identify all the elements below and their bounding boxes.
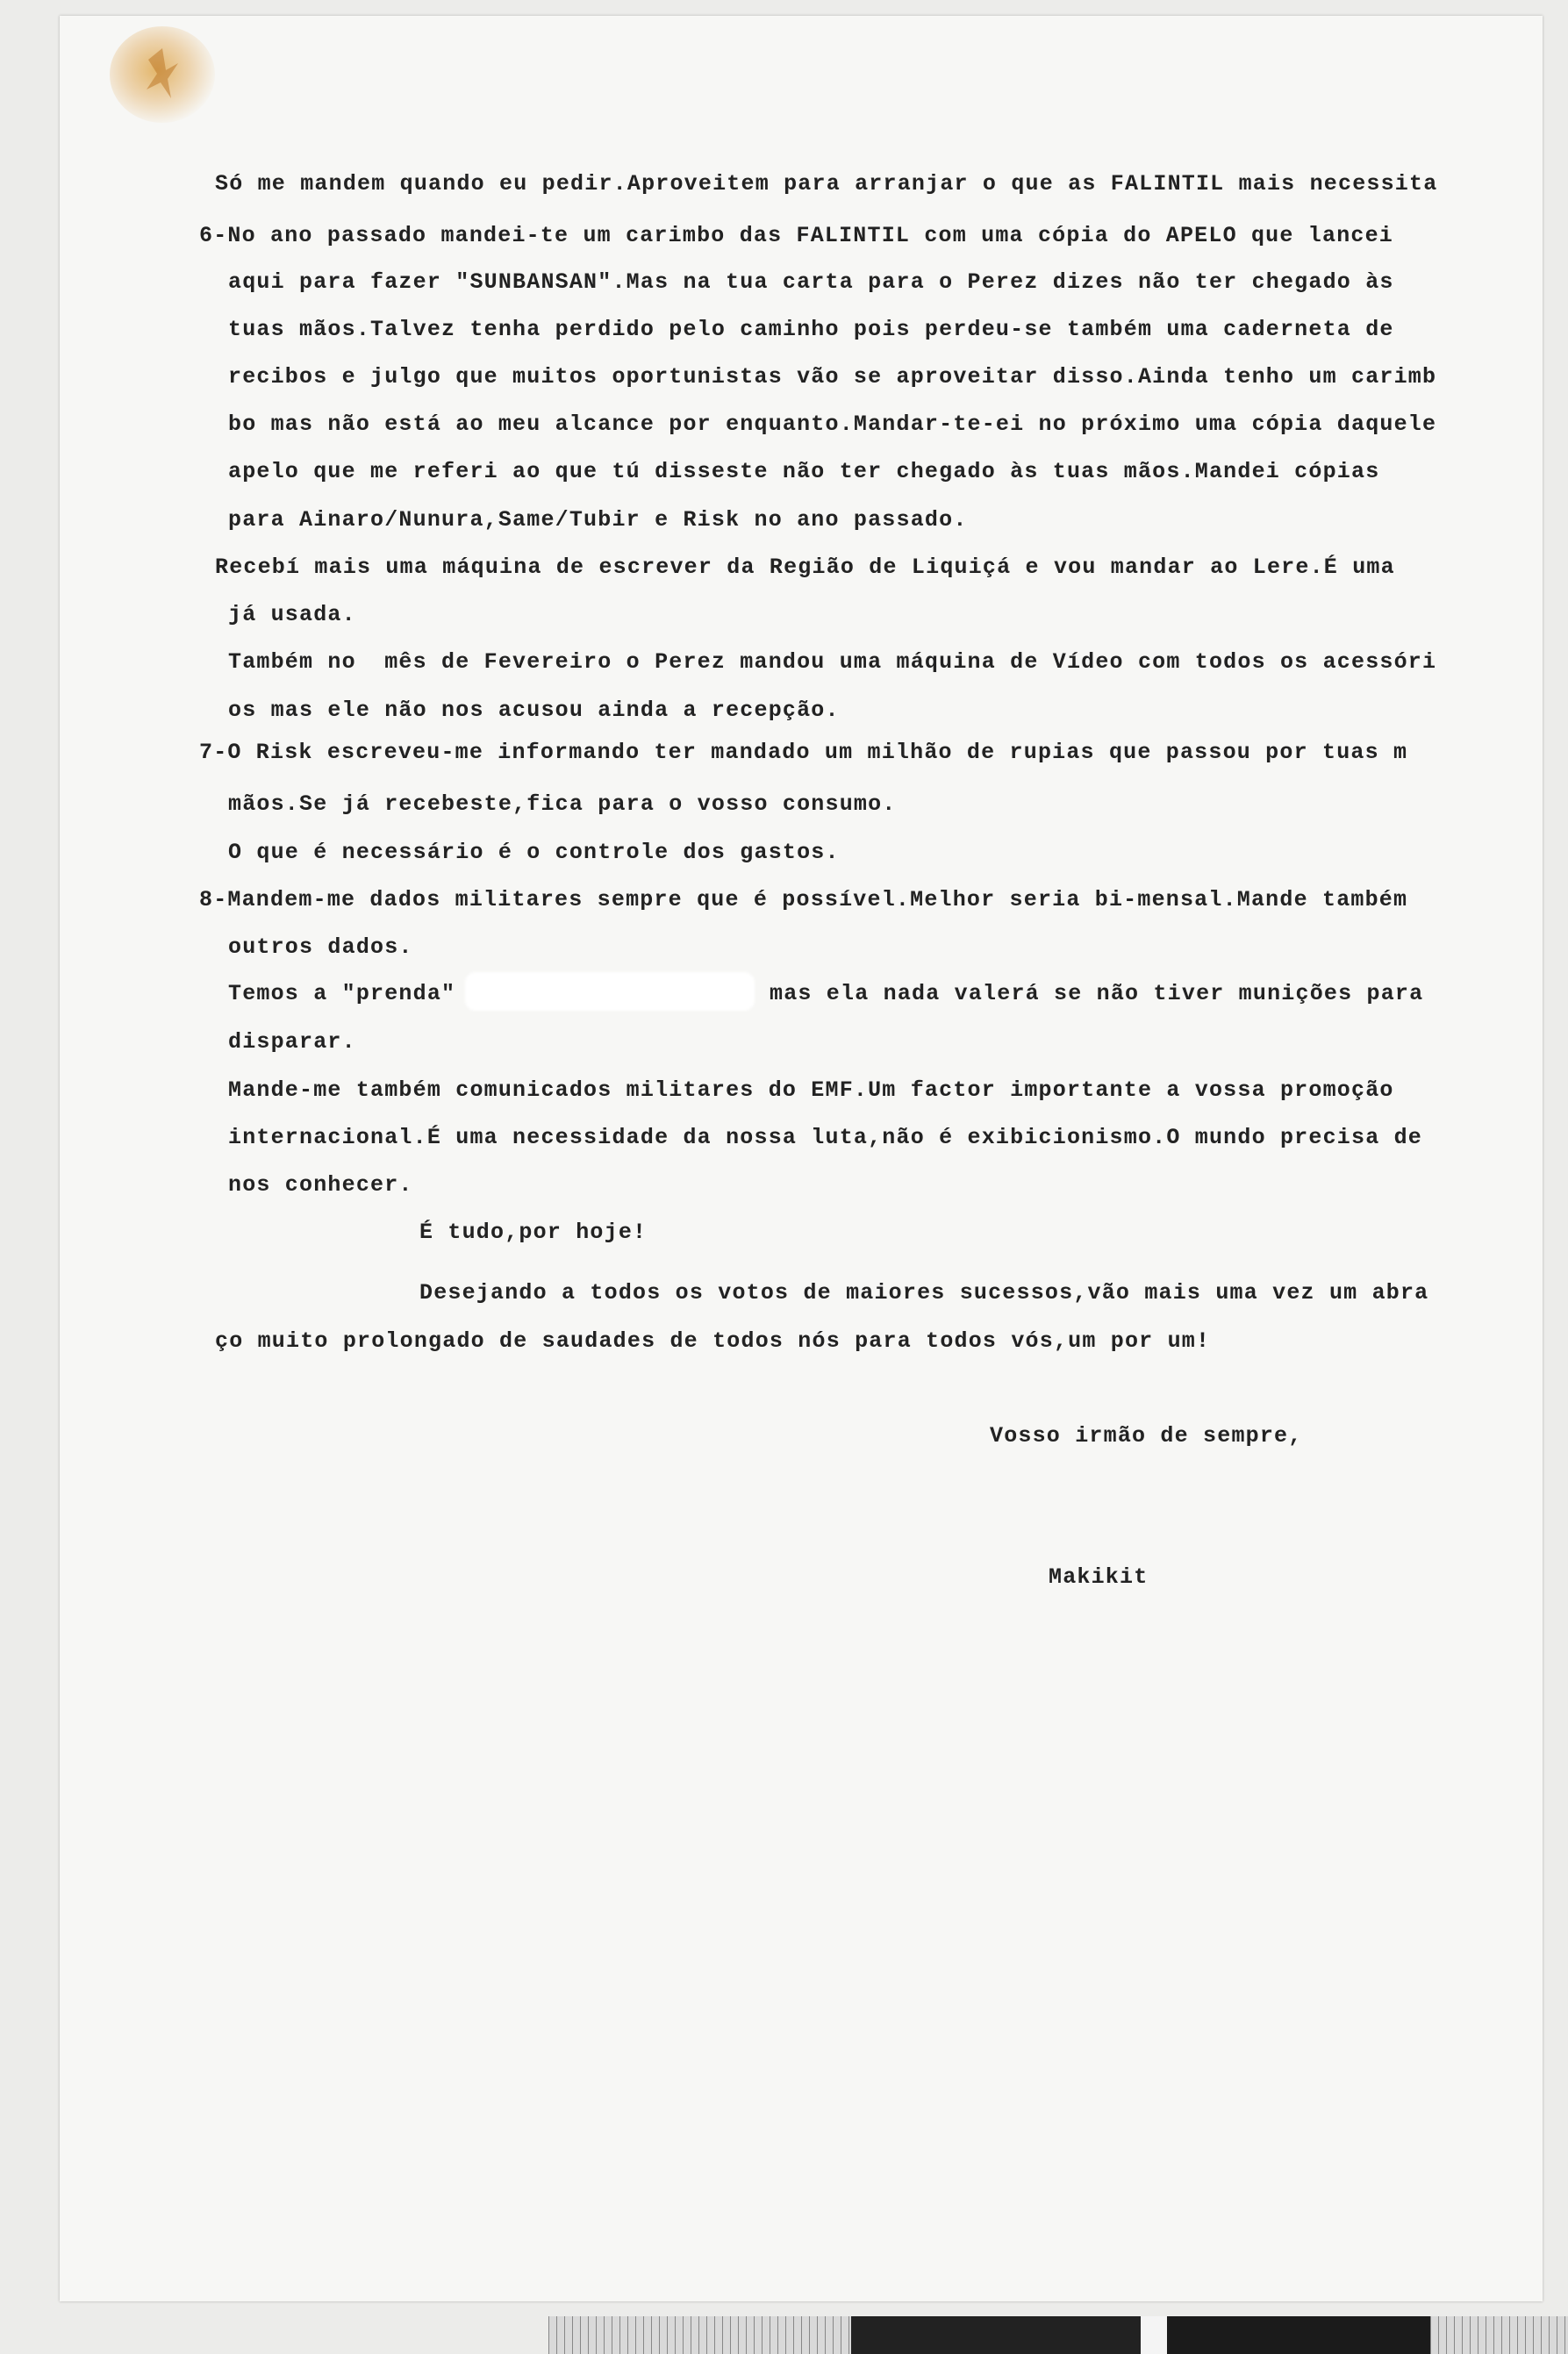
text-line: Desejando a todos os votos de maiores sucessos,vão mais uma vez um abra <box>419 1280 1429 1306</box>
text-line: Mande-me também comunicados militares do EMF.Um factor importante a vossa promoção <box>228 1077 1394 1103</box>
text-line: disparar. <box>228 1029 356 1055</box>
text-line: 7-O Risk escreveu-me informando ter mandado um milhão de rupias que passou por tuas m <box>199 740 1408 765</box>
ruler-black-block <box>851 2316 1141 2354</box>
text-line: O que é necessário é o controle dos gastos. <box>228 840 840 865</box>
text-line: para Ainaro/Nunura,Same/Tubir e Risk no ano passado. <box>228 507 968 533</box>
text-line: É tudo,por hoje! <box>419 1220 648 1245</box>
text-line: bo mas não está ao meu alcance por enquanto.Mandar-te-ei no próximo uma cópia daquele <box>228 411 1437 437</box>
text-line: aqui para fazer "SUNBANSAN".Mas na tua carta para o Perez dizes não ter chegado às <box>228 269 1394 295</box>
ruler-black-block <box>1167 2316 1430 2354</box>
text-line: ço muito prolongado de saudades de todos nós para todos vós,um por um! <box>215 1328 1211 1354</box>
ruler-ticks <box>548 2316 851 2354</box>
paper-sheet <box>60 16 1543 2301</box>
text-line: Recebí mais uma máquina de escrever da Região de Liquiçá e vou mandar ao Lere.É uma <box>215 555 1395 580</box>
ruler-white-block <box>1141 2316 1167 2354</box>
text-line: mãos.Se já recebeste,fica para o vosso consumo. <box>228 791 897 817</box>
ruler-ticks <box>1430 2316 1568 2354</box>
text-line: Vosso irmão de sempre, <box>990 1423 1303 1449</box>
text-line: Temos a "prenda" <box>228 981 456 1006</box>
text-line: já usada. <box>228 602 356 627</box>
rust-mark-icon <box>136 44 189 105</box>
text-line: tuas mãos.Talvez tenha perdido pelo caminho pois perdeu-se também uma caderneta de <box>228 317 1394 342</box>
text-line: outros dados. <box>228 934 413 960</box>
text-line: apelo que me referi ao que tú disseste não ter chegado às tuas mãos.Mandei cópias <box>228 459 1380 484</box>
text-line: nos conhecer. <box>228 1172 413 1198</box>
text-line: recibos e julgo que muitos oportunistas vão se aproveitar disso.Ainda tenho um carimb <box>228 364 1437 390</box>
text-line: mas ela nada valerá se não tiver munições para <box>770 981 1424 1006</box>
text-line: 8-Mandem-me dados militares sempre que é possível.Melhor seria bi-mensal.Mande também <box>199 887 1408 912</box>
text-line: Só me mandem quando eu pedir.Aproveitem para arranjar o que as FALINTIL mais necessita <box>215 171 1438 197</box>
text-line: internacional.É uma necessidade da nossa luta,não é exibicionismo.O mundo precisa de <box>228 1125 1423 1150</box>
text-line: os mas ele não nos acusou ainda a recepção. <box>228 698 840 723</box>
text-line: 6-No ano passado mandei-te um carimbo das FALINTIL com uma cópia do APELO que lancei <box>199 223 1394 248</box>
text-line: Makikit <box>1049 1564 1149 1590</box>
redaction-patch <box>465 972 755 1011</box>
text-line: Também no mês de Fevereiro o Perez mandou uma máquina de Vídeo com todos os acessóri <box>228 649 1437 675</box>
